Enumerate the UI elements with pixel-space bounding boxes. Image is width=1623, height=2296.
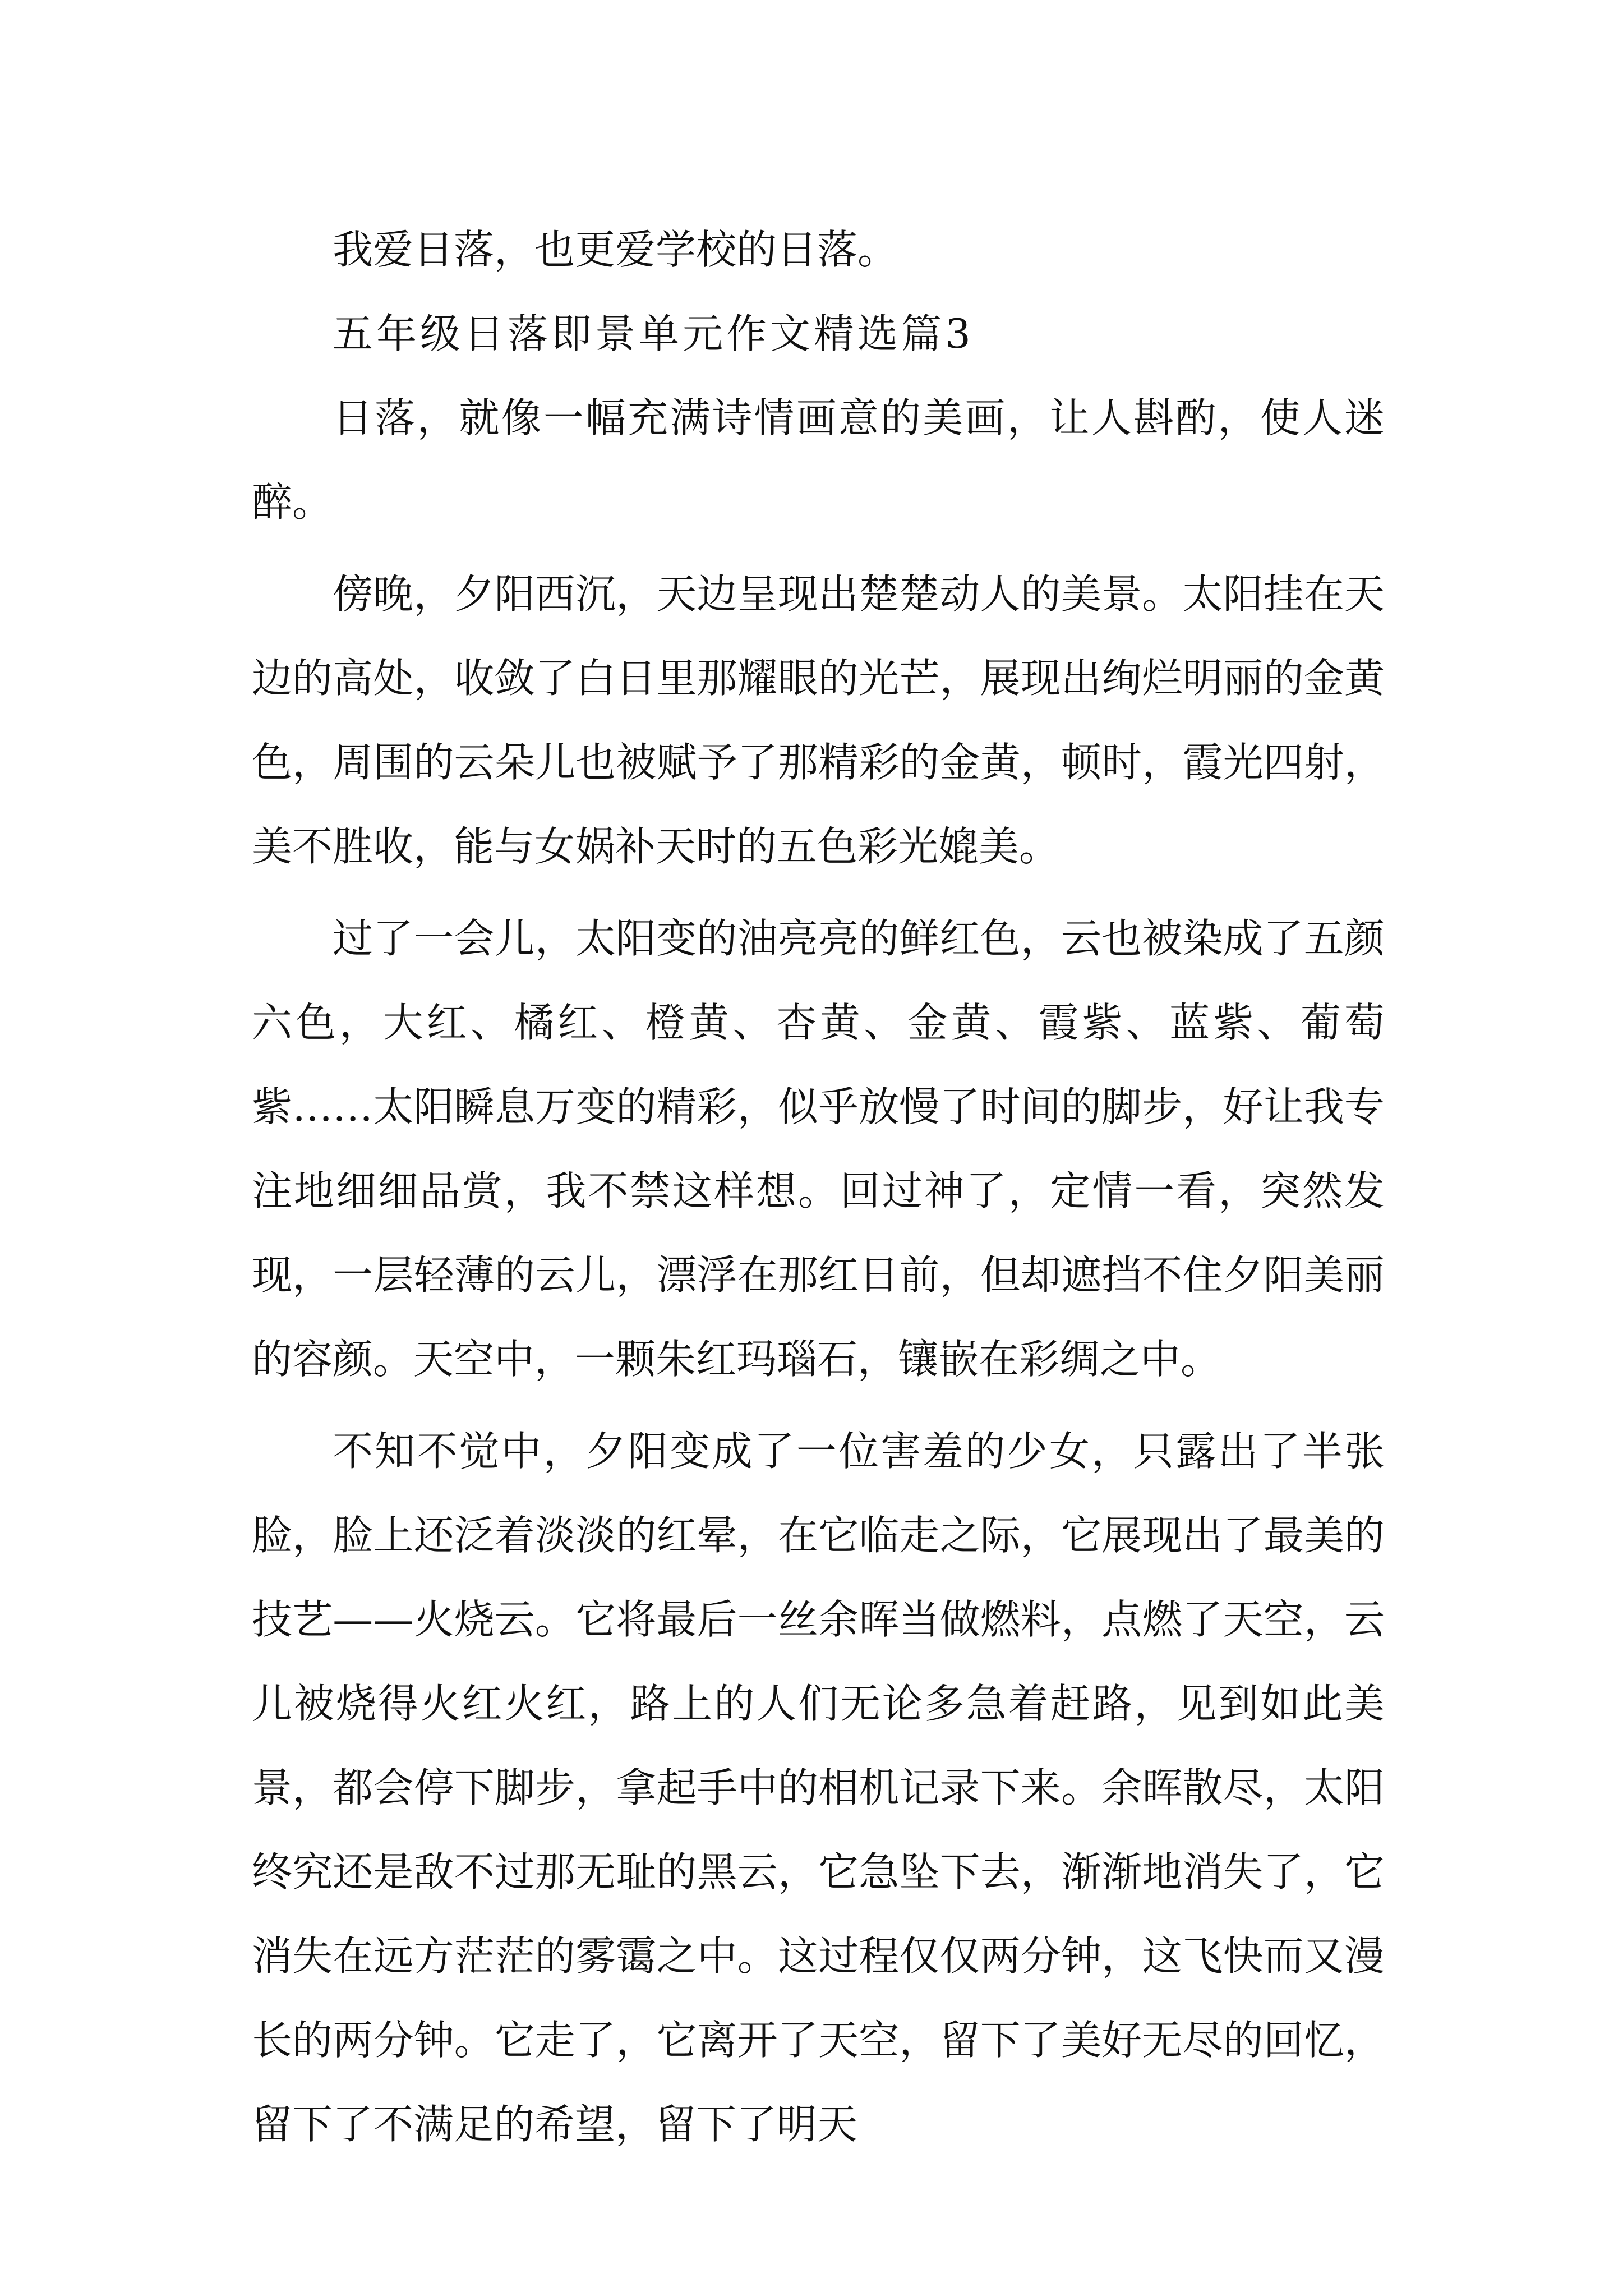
paragraph-evening: 傍晚，夕阳西沉，天边呈现出楚楚动人的美景。太阳挂在天边的高处，收敛了白日里那耀眼的光芒，展现出绚烂明丽的金黄色，周围的云朵儿也被赋予了那精彩的金黄，顿时，霞光四射，美不胜收，能与女娲补天时的五色彩光媲美。: [252, 570, 1385, 870]
paragraph-sunset: 不知不觉中，夕阳变成了一位害羞的少女，只露出了半张脸，脸上还泛着淡淡的红晕，在它临走之际，它展现出了最美的技艺——火烧云。它将最后一丝余晖当做燃料，点燃了天空，云儿被烧得火红火红，路上的人们无论多急着赶路，见到如此美景，都会停下脚步，拿起手中的相机记录下来。余晖散尽，太阳终究还是敌不过那无耻的黑云，它急坠下去，渐渐地消失了，它消失在远方茫茫的雾霭之中。这过程仅仅两分钟，这飞快而又漫长的两分钟。它走了，它离开了天空，留下了美好无尽的回忆，留下了不满足的希望，留下了明天: [252, 1428, 1385, 2148]
paragraph-closing-line: 我爱日落，也更爱学校的日落。: [333, 226, 898, 273]
paragraph-intro: 日落，就像一幅充满诗情画意的美画，让人斟酌，使人迷醉。: [252, 394, 1385, 526]
paragraph-colors: 过了一会儿，太阳变的油亮亮的鲜红色，云也被染成了五颜六色，大红、橘红、橙黄、杏黄、金黄、霞紫、蓝紫、葡萄紫……太阳瞬息万变的精彩，似乎放慢了时间的脚步，好让我专注地细细品赏，我不禁这样想。回过神了，定情一看，突然发现，一层轻薄的云儿，漂浮在那红日前，但却遮挡不住夕阳美丽的容颜。天空中，一颗朱红玛瑙石，镶嵌在彩绸之中。: [252, 915, 1385, 1383]
document-body: [252, 208, 1385, 2166]
section-heading: 五年级日落即景单元作文精选篇3: [333, 310, 974, 357]
